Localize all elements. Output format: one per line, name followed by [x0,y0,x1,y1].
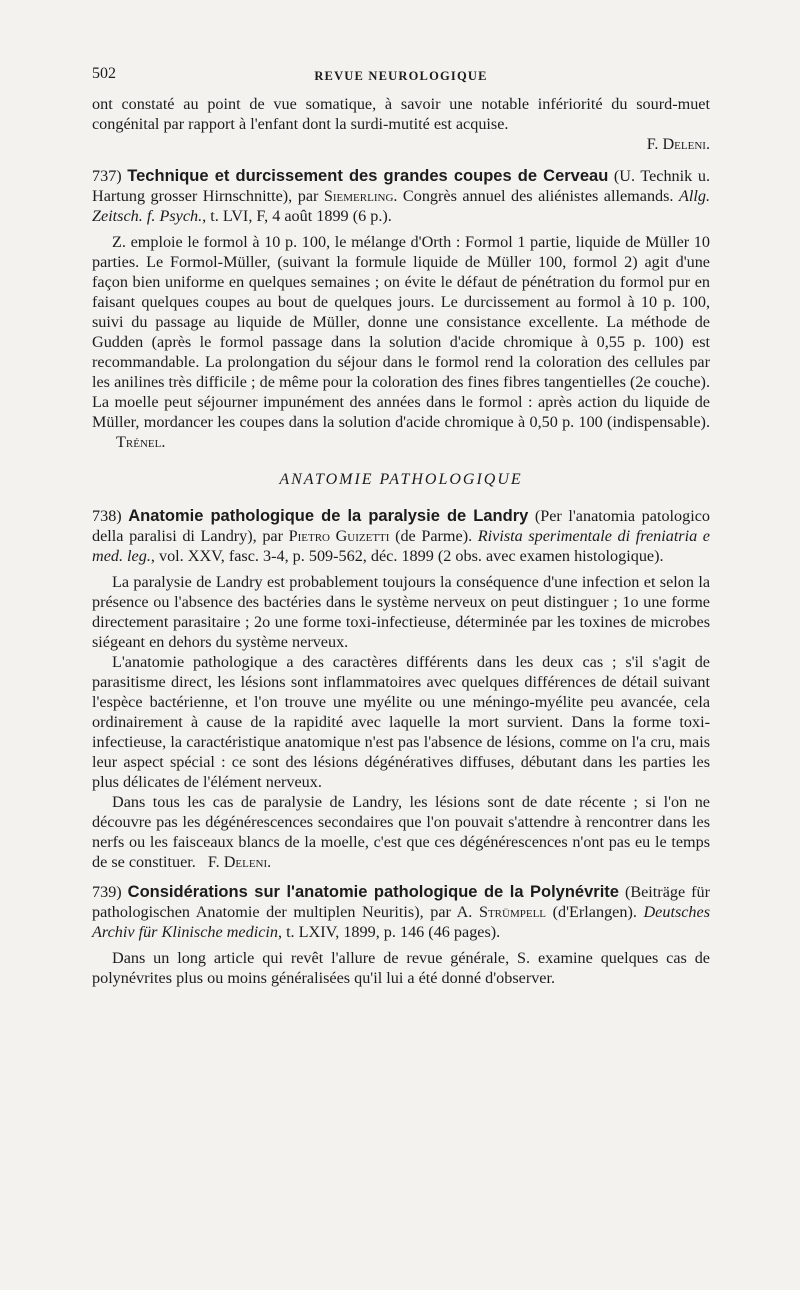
entry-body-text: Dans tous les cas de paralysie de Landry, les lésions sont de date récente ; si l'on ne découvre pas les dégénérescences secondaires que l'on pouvait s'attendre à rencontrer dans les nerfs ou les faisceaux blancs de la moelle, c'est que ces dégénérescences n'ont pas eu le temps de se constituer. [92,793,710,871]
entry-738-paragraph-1: La paralysie de Landry est probablement toujours la conséquence d'une infection et selon la présence ou l'absence des bactéries dans le système nerveux on peut distinguer ; 1o une forme directement parasitaire ; 2o une forme toxi-infectieuse, déterminée par les toxines de microbes siégeant en dehors du système nerveux. [92,573,710,651]
document-page [92,64,710,988]
entry-739 [92,882,710,988]
entry-author: Pietro Guizetti [288,527,390,545]
entry-reference: . Congrès annuel des aliénistes allemands. [393,187,679,205]
entry-737-heading [92,166,710,226]
entry-737 [92,166,710,452]
page-header [92,64,710,94]
entry-reference: , vol. XXV, fasc. 3-4, p. 509-562, déc. 1899 (2 obs. avec examen histologique). [150,547,664,565]
entry-reference: (Per l'anatomia patologico della paralisi di Landry), par [92,507,710,545]
entry-738-signature: F. Deleni. [207,853,272,871]
entry-number: 738) [92,507,122,525]
entry-739-body: Dans un long article qui revêt l'allure de revue générale, S. examine quelques cas de polynévrites plus ou moins généralisées qu'il lui a été donné d'observer. [92,949,710,987]
entry-737-signature: Trénel. [116,433,166,451]
entry-journal: Deutsches Archiv für Klinische medicin [92,903,711,941]
section-heading: ANATOMIE PATHOLOGIQUE [279,471,523,488]
entry-739-heading [92,882,710,942]
entry-title: Anatomie pathologique de la paralysie de Landry [128,507,529,525]
entry-reference: (U. Technik u. Hartung grosser Hirnschnitte), par [92,167,710,205]
entry-reference: (de Parme). [389,527,478,545]
entry-reference: (d'Erlangen). [546,903,644,921]
entry-author: Strümpell [478,903,547,921]
entry-number: 739) [92,883,122,901]
entry-738 [92,506,710,872]
continuation-signature [92,134,710,154]
signature-text: F. Deleni. [646,135,710,153]
entry-reference: , t. LXIV, 1899, p. 146 (46 pages). [277,923,501,941]
entry-title: Technique et durcissement des grandes coupes de Cerveau [127,167,609,185]
entry-738-paragraph-2: L'anatomie pathologique a des caractères différents dans les deux cas ; s'il s'agit de parasitisme direct, les lésions sont inflammatoires avec quelques différences de détail suivant l'espèce bactérienne, et l'on trouve une myélite ou une méningo-myélite peu avancée, cela ordinairement à cause de la rapidité avec laquelle la mort survient. Dans la forme toxi-infectieuse, la caractéristique anatomique n'est pas l'absence de lésions, comme on l'a cru, mais leur aspect spécial : ce sont des lésions dégénératives diffuses, débutant dans les parties les plus délicates de l'élément nerveux. [92,653,710,791]
running-head: REVUE NEUROLOGIQUE [314,69,488,83]
entry-737-body [92,232,710,452]
continuation-paragraph: ont constaté au point de vue somatique, à savoir une notable infériorité du sourd-muet congénital par rapport à l'enfant dont la surdi-mutité est acquise. [92,95,710,133]
entry-reference: (Beiträge für pathologischen Anatomie der multiplen Neuritis), par A. [92,883,711,921]
entry-journal: Rivista sperimentale di freniatria e med. leg. [92,527,710,565]
entry-738-heading [92,506,710,566]
entry-body-text: Z. emploie le formol à 10 p. 100, le mélange d'Orth : Formol 1 partie, liquide de Müller 10 parties. Le Formol-Müller, (suivant la formule liquide de Müller 100, formol 2) agit d'une façon bien uniforme en quelques semaines ; on évite le défaut de pénétration du formol pur en faisant quelques coupes au bout de quelques jours. Le durcissement au formol à 10 p. 100, suivi du passage au liquide de Müller, donne une consistance excellente. La méthode de Gudden (après le formol passage dans la solution d'acide chromique à 0,55 p. 100) est recommandable. La prolongation du séjour dans le formol rend la coloration des cellules par les anilines très difficile ; de même pour la coloration des fines fibres tangentielles (2e couche). La moelle peut séjourner impunément des années dans le formol : après action du liquide de Müller, mordancer les coupes dans la solution d'acide chromique à 0,50 p. 100 (indispensable). [92,233,710,431]
entry-journal: Allg. Zeitsch. f. Psych. [92,187,710,225]
page-number: 502 [92,65,116,82]
entry-reference: , t. LVI, F, 4 août 1899 (6 p.). [202,207,392,225]
entry-738-paragraph-3 [92,792,710,872]
entry-author: Siemerling [323,187,394,205]
entry-number: 737) [92,167,122,185]
entry-title: Considérations sur l'anatomie pathologique de la Polynévrite [127,883,619,901]
